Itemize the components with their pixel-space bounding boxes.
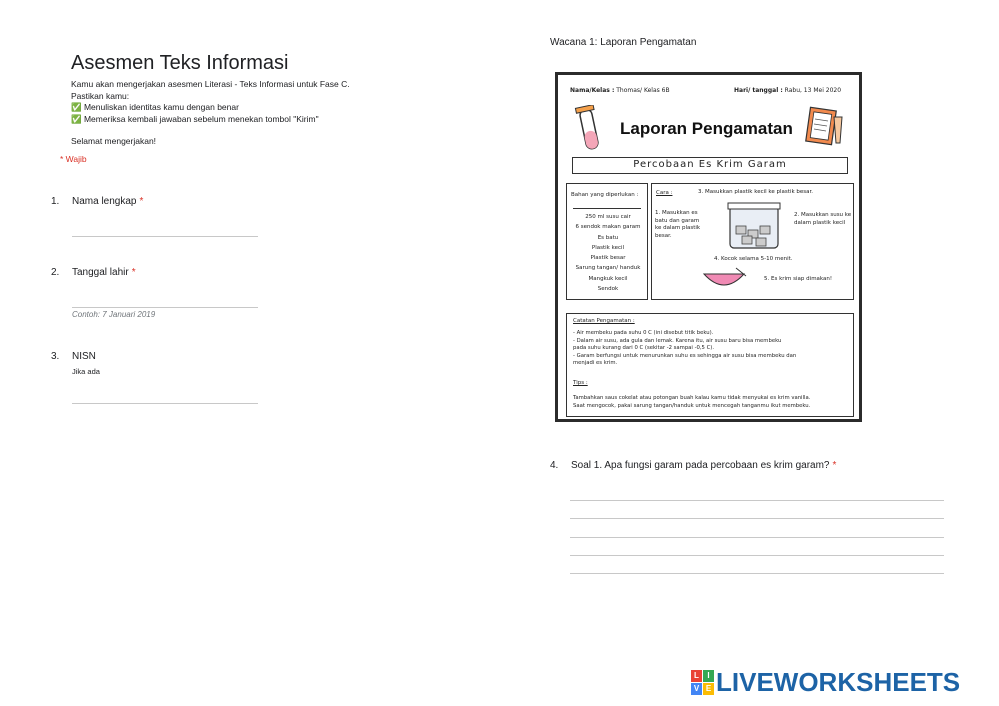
method-step: 2. Masukkan susu ke dalam plastik kecil [794,212,852,226]
logo-tile: I [703,670,714,682]
ice-cream-bowl-icon [696,266,752,292]
tanggal-lahir-input[interactable] [72,307,258,308]
note-line: - Dalam air susu, ada gula dan lemak. Karena itu, air susu baru bisa membeku [573,337,782,344]
report-subheading: Percobaan Es Krim Garam [572,157,848,174]
method-step: 3. Masukkan plastik kecil ke plastik besar. [698,189,814,195]
question-text: Nama lengkap [72,196,137,207]
note-line: pada suhu kurang dari 0 C (sekitar -2 sampai -0,5 C). [573,345,715,352]
answer-line[interactable] [570,500,944,501]
description-line: Pastikan kamu: [71,90,130,101]
nisn-input[interactable] [72,403,258,404]
ingredient-item: Mangkuk kecil [588,275,628,282]
answer-line[interactable] [570,518,944,519]
tip-line: Saat mengocok, pakai sarung tangan/handuk untuk mencegah tanganmu ikut membeku. [573,403,811,409]
ingredient-item: Sendok [597,286,619,293]
logo-tile: V [691,683,702,695]
question-label [571,460,836,471]
answer-line[interactable] [570,537,944,538]
logo-text: LIVEWORKSHEETS [716,666,961,697]
report-name-value: Thomas/ Kelas 6B [616,87,670,94]
question-number: 2. [51,267,60,278]
required-star: * [139,196,144,207]
description-line: ✅ Memeriksa kembali jawaban sebelum menekan tombol "Kirim" [71,113,319,124]
logo-tile: L [691,670,702,682]
report-name-row [570,87,670,94]
form-description [71,79,431,148]
report-name-label: Nama/Kelas : [570,87,615,94]
ingredients-title: Bahan yang diperlukan : [571,192,639,198]
method-step: 1. Masukkan es batu dan garam ke dalam plastik besar. [655,210,701,239]
required-star: * [832,460,837,471]
liveworksheets-logo [691,668,960,696]
note-line: - Garam berfungsi untuk menurunkan suhu es sehingga air susu bisa membeku dan [573,352,797,359]
ice-bag-icon [724,200,784,252]
notes-title: Catatan Pengamatan : [573,318,635,324]
divider [573,208,641,209]
method-box [651,183,854,300]
notes-box [566,313,854,417]
ingredients-box [566,183,648,300]
method-step: 5. Es krim siap dimakan! [764,276,833,282]
question-subtext: Jika ada [72,367,100,376]
ingredient-item: Plastik kecil [591,244,625,251]
question-number: 3. [51,351,60,362]
report-date-row [734,87,841,94]
ingredient-item: 6 sendok makan garam [575,224,641,231]
report-date-value: Rabu, 13 Mei 2020 [784,87,842,94]
required-star: * [131,267,136,278]
ingredient-item: Plastik besar [590,255,626,262]
tips-title: Tips : [573,380,588,386]
ingredient-item: Sarung tangan/ handuk [575,265,641,272]
question-number: 1. [51,196,60,207]
report-date-label: Hari/ tanggal : [734,87,783,94]
question-label [72,267,136,278]
answer-line[interactable] [570,573,944,574]
date-hint: Contoh: 7 Januari 2019 [72,310,156,319]
description-line: Selamat mengerjakan! [71,136,157,146]
test-tube-icon [574,105,606,155]
notes-list [573,330,853,368]
description-line: Kamu akan mengerjakan asesmen Literasi - Teks Informasi untuk Fase C. [71,79,350,89]
report-heading: Laporan Pengamatan [620,119,793,138]
tips-list [573,394,858,410]
method-step: 4. Kocok selama 5-10 menit. [714,256,793,262]
ingredient-item: Es batu [597,234,619,241]
ingredient-item: 250 ml susu cair [585,214,631,220]
passage-title: Wacana 1: Laporan Pengamatan [550,37,697,48]
form-title: Asesmen Teks Informasi [71,52,289,74]
question-text: Soal 1. Apa fungsi garam pada percobaan es krim garam? [571,460,830,471]
logo-tiles [691,670,714,695]
question-number: 4. [550,460,559,471]
description-spacer [71,125,431,136]
logo-tile: E [703,683,714,695]
question-text: Tanggal lahir [72,267,129,278]
note-line: menjadi es krim. [573,360,618,367]
observation-report-image [555,72,862,422]
required-note: * Wajib [60,154,87,164]
answer-line[interactable] [570,555,944,556]
nama-lengkap-input[interactable] [72,236,258,237]
ingredients-list [567,212,649,294]
tip-line: Tambahkan saus cokelat atau potongan buah kalau kamu tidak menyukai es krim vanilla. [573,395,811,401]
question-label [72,196,143,207]
note-line: - Air membeku pada suhu 0 C (ini disebut titik beku). [573,330,714,336]
description-line: ✅ Menuliskan identitas kamu dengan benar [71,102,239,112]
method-title: Cara : [656,190,673,196]
question-label: NISN [72,351,96,362]
clipboard-icon [804,103,846,151]
